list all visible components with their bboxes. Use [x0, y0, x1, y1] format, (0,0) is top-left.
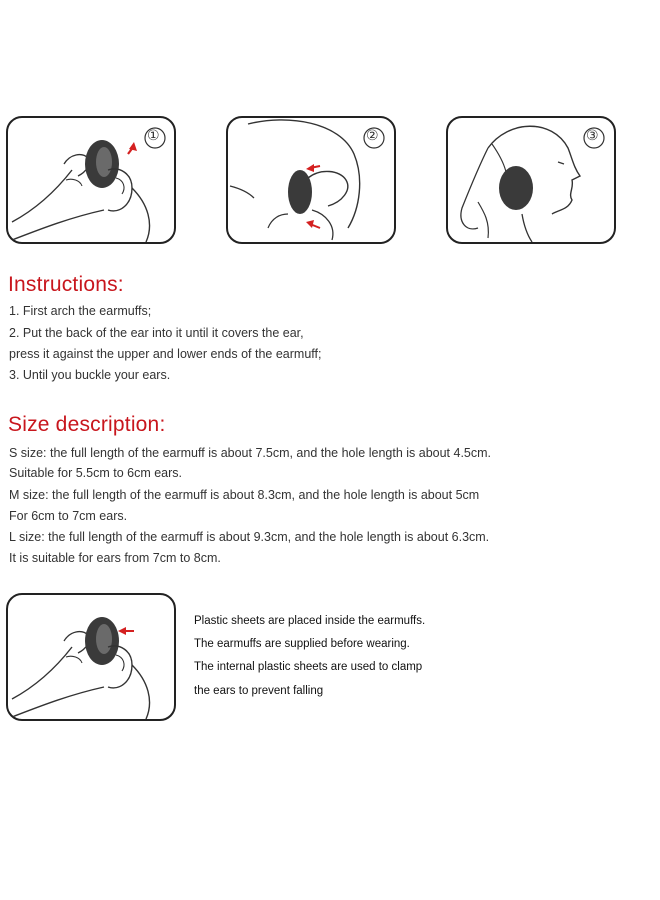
step-1-number: ① [147, 128, 160, 144]
instruction-line: press it against the upper and lower ends of the earmuff; [9, 347, 322, 361]
step-3-image [446, 116, 616, 244]
earmuff-shape [499, 166, 533, 210]
plastic-sheet-image [6, 593, 176, 721]
note-line: the ears to prevent falling [194, 685, 324, 697]
size-line: Suitable for 5.5cm to 6cm ears. [9, 466, 182, 480]
earmuff-shape [288, 170, 312, 214]
size-line: It is suitable for ears from 7cm to 8cm. [9, 551, 221, 565]
note-line: Plastic sheets are placed inside the earmuffs. [194, 615, 426, 627]
size-line: M size: the full length of the earmuff is about 8.3cm, and the hole length is about 5cm [9, 488, 480, 502]
instruction-line: 1. First arch the earmuffs; [9, 304, 152, 318]
instruction-line: 2. Put the back of the ear into it until it covers the ear, [9, 326, 304, 340]
note-line: The earmuffs are supplied before wearing. [194, 638, 410, 650]
step-2-image [226, 116, 396, 244]
instruction-line: 3. Until you buckle your ears. [9, 368, 171, 382]
step-1-image [6, 116, 176, 244]
size-line: S size: the full length of the earmuff is about 7.5cm, and the hole length is about 4.5cm. [9, 446, 492, 460]
instructions-title: Instructions: [8, 273, 124, 296]
size-line: For 6cm to 7cm ears. [9, 509, 128, 523]
size-line: L size: the full length of the earmuff is about 9.3cm, and the hole length is about 6.3cm. [9, 530, 490, 544]
size-description-title: Size description: [8, 413, 166, 436]
note-line: The internal plastic sheets are used to clamp [194, 661, 423, 673]
step-2-number: ② [366, 128, 379, 144]
plastic-sheet-illustration [8, 595, 174, 719]
step-3-number: ③ [586, 128, 599, 144]
